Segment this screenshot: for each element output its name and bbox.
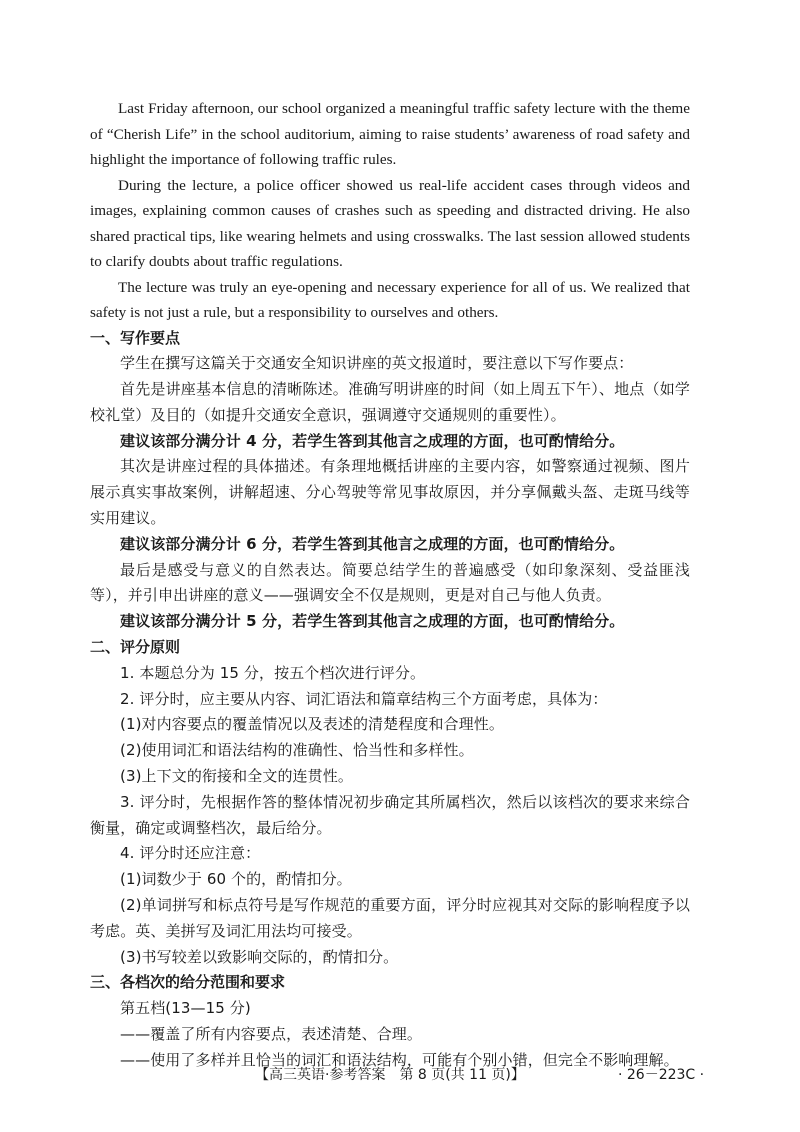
principle-item: (1)词数少于 60 个的，酌情扣分。 xyxy=(120,870,352,889)
essay-paragraph-2: During the lecture, a police officer showed us real-life accident cases through videos and images, explaining common causes of crashes such as speeding and distracted driving. He also shared practical tips, like wearing helmets and using crosswalks. The last session allowed students to clarify doubts about traffic regulations. xyxy=(90,176,690,270)
footer-page-label: 【高三英语·参考答案 第 8 页(共 11 页)】 xyxy=(255,1067,525,1083)
section-1-heading: 一、写作要点 xyxy=(90,328,181,347)
essay-paragraph-3: The lecture was truly an eye-opening and necessary experience for all of us. We realized that safety is not just a rule, but a responsibility to ourselves and others. xyxy=(90,278,690,321)
principle-item: (3)书写较差以致影响交际的，酌情扣分。 xyxy=(120,947,399,966)
principle-item: 4. 评分时还应注意： xyxy=(120,844,261,863)
scoring-note-3: 建议该部分满分计 5 分，若学生答到其他言之成理的方面，也可酌情给分。 xyxy=(120,612,625,631)
sample-essay xyxy=(90,96,690,326)
section-1-intro: 学生在撰写这篇关于交通安全知识讲座的英文报道时，要注意以下写作要点： xyxy=(120,354,634,373)
page-content xyxy=(90,96,690,1074)
writing-point-3: 最后是感受与意义的自然表达。简要总结学生的普遍感受（如印象深刻、受益匪浅等），并引申出讲座的意义——强调安全不仅是规则，更是对自己与他人负责。 xyxy=(90,560,690,605)
section-3-heading: 三、各档次的给分范围和要求 xyxy=(90,973,286,992)
page-footer xyxy=(0,1064,800,1088)
writing-point-2: 其次是讲座过程的具体描述。有条理地概括讲座的主要内容，如警察通过视频、图片展示真实事故案例，讲解超速、分心驾驶等常见事故原因，并分享佩戴头盔、走斑马线等实用建议。 xyxy=(90,457,690,528)
scoring-note-2: 建议该部分满分计 6 分，若学生答到其他言之成理的方面，也可酌情给分。 xyxy=(120,534,625,553)
principle-item: (2)单词拼写和标点符号是写作规范的重要方面，评分时应视其对交际的影响程度予以考虑。英、美拼写及词汇用法均可接受。 xyxy=(90,896,690,940)
level-5-item: ——使用了多样并且恰当的词汇和语法结构，可能有个别小错，但完全不影响理解。 xyxy=(120,1050,679,1069)
level-5-item: ——覆盖了所有内容要点，表述清楚、合理。 xyxy=(120,1025,423,1044)
writing-point-1: 首先是讲座基本信息的清晰陈述。准确写明讲座的时间（如上周五下午）、地点（如学校礼堂）及目的（如提升交通安全意识，强调遵守交通规则的重要性）。 xyxy=(90,380,690,424)
essay-paragraph-1: Last Friday afternoon, our school organized a meaningful traffic safety lecture with the theme of “Cherish Life” in the school auditorium, aiming to raise students’ awareness of road safety and highlight the importance of following traffic rules. xyxy=(90,100,690,168)
principle-item: 3. 评分时，先根据作答的整体情况初步确定其所属档次，然后以该档次的要求来综合衡量，确定或调整档次，最后给分。 xyxy=(90,792,690,837)
principle-item: (3)上下文的衔接和全文的连贯性。 xyxy=(120,767,353,786)
scoring-note-1: 建议该部分满分计 4 分，若学生答到其他言之成理的方面，也可酌情给分。 xyxy=(120,431,625,450)
section-2-heading: 二、评分原则 xyxy=(90,638,181,657)
section-writing-points xyxy=(90,326,690,636)
principle-item: 2. 评分时，应主要从内容、词汇语法和篇章结构三个方面考虑，具体为： xyxy=(120,689,608,708)
principle-item: (1)对内容要点的覆盖情况以及表述的清楚程度和合理性。 xyxy=(120,715,504,734)
section-scoring-principles xyxy=(90,635,690,970)
level-5-title: 第五档(13—15 分) xyxy=(120,999,251,1018)
principle-item: 1. 本题总分为 15 分，按五个档次进行评分。 xyxy=(120,663,426,682)
principle-item: (2)使用词汇和语法结构的准确性、恰当性和多样性。 xyxy=(120,741,474,760)
section-score-levels xyxy=(90,970,690,1073)
footer-code: · 26－223C · xyxy=(618,1067,705,1083)
